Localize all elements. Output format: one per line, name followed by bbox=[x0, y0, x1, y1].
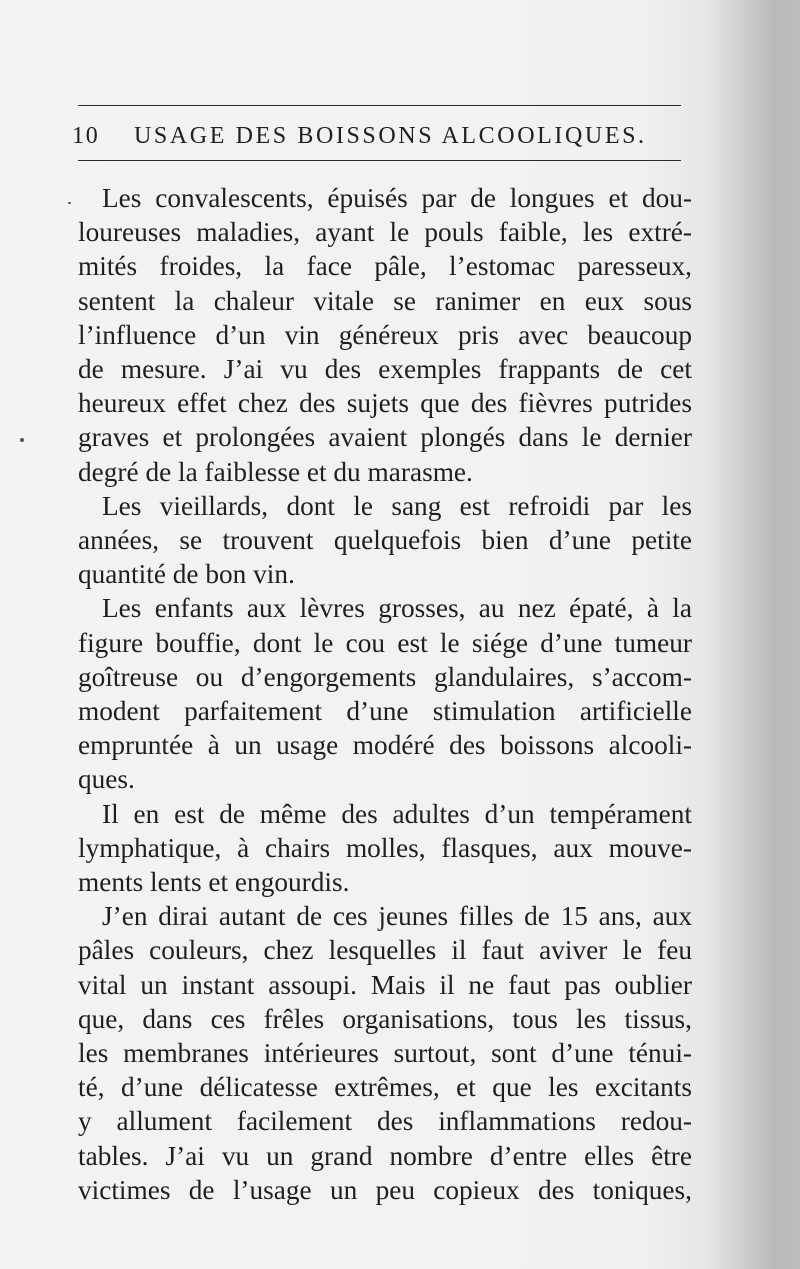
text-line: té, d’une délicatesse extrêmes, et que les excitants bbox=[78, 1072, 692, 1103]
text-line: modent parfaitement d’une stimulation artificielle bbox=[78, 696, 692, 727]
text-line: mités froides, la face pâle, l’estomac paresseux, bbox=[78, 251, 692, 282]
text-line: quantité de bon vin. bbox=[78, 559, 295, 590]
text-line: J’en dirai autant de ces jeunes filles de 15 ans, aux bbox=[102, 901, 692, 932]
text-line: vital un instant assoupi. Mais il ne faut pas oublier bbox=[78, 969, 692, 1000]
text-line: lymphatique, à chairs molles, flasques, aux mouve- bbox=[78, 832, 692, 863]
text-line: sentent la chaleur vitale se ranimer en eux sous bbox=[78, 285, 692, 316]
paragraph bbox=[78, 181, 692, 489]
paragraph bbox=[78, 797, 692, 900]
text-line: empruntée à un usage modéré des boissons alcooli- bbox=[78, 730, 692, 761]
text-line: goîtreuse ou d’engorgements glandulaires, s’accom- bbox=[78, 661, 692, 692]
text-line: victimes de l’usage un peu copieux des toniques, bbox=[78, 1174, 692, 1205]
page-number: 10 bbox=[72, 123, 100, 149]
text-line: degré de la faiblesse et du marasme. bbox=[78, 456, 473, 487]
text-line: figure bouffie, dont le cou est le siége d’une tumeur bbox=[78, 627, 692, 658]
text-line: ques. bbox=[78, 764, 135, 795]
text-line: de mesure. J’ai vu des exemples frappants de cet bbox=[78, 354, 692, 385]
header-rule-top bbox=[78, 105, 681, 106]
text-line: Les convalescents, épuisés par de longues et dou- bbox=[102, 183, 692, 213]
text-line: Les vieillards, dont le sang est refroidi par les bbox=[102, 490, 692, 521]
body-text bbox=[78, 181, 692, 1207]
text-line: ments lents et engourdis. bbox=[78, 867, 350, 898]
page-gutter-shadow bbox=[710, 0, 800, 1269]
ink-speck bbox=[20, 438, 24, 442]
text-line: graves et prolongées avaient plongés dans le dernier bbox=[78, 422, 692, 453]
text-line: heureux effet chez des sujets que des fièvres putrides bbox=[78, 388, 692, 419]
running-header bbox=[72, 118, 684, 154]
paragraph bbox=[78, 489, 692, 592]
text-line: l’influence d’un vin généreux pris avec beaucoup bbox=[78, 319, 692, 350]
paragraph bbox=[78, 591, 692, 796]
text-line: les membranes intérieures surtout, sont d’une ténui- bbox=[78, 1038, 692, 1069]
text-line: pâles couleurs, chez lesquelles il faut aviver le feu bbox=[78, 935, 692, 966]
running-title: USAGE DES BOISSONS ALCOOLIQUES. bbox=[134, 123, 647, 149]
header-rule-bottom bbox=[78, 160, 681, 161]
text-line: Les enfants aux lèvres grosses, au nez épaté, à la bbox=[102, 593, 692, 624]
text-line: années, se trouvent quelquefois bien d’une petite bbox=[78, 525, 692, 556]
text-line: loureuses maladies, ayant le pouls faible, les extré- bbox=[78, 217, 692, 248]
ink-speck bbox=[68, 202, 71, 204]
paragraph bbox=[78, 899, 692, 1207]
text-line: Il en est de même des adultes d’un tempérament bbox=[102, 798, 692, 829]
text-line: tables. J’ai vu un grand nombre d’entre elles être bbox=[78, 1140, 692, 1171]
text-line: que, dans ces frêles organisations, tous les tissus, bbox=[78, 1003, 692, 1034]
text-line: y allument facilement des inflammations redou- bbox=[78, 1106, 692, 1137]
